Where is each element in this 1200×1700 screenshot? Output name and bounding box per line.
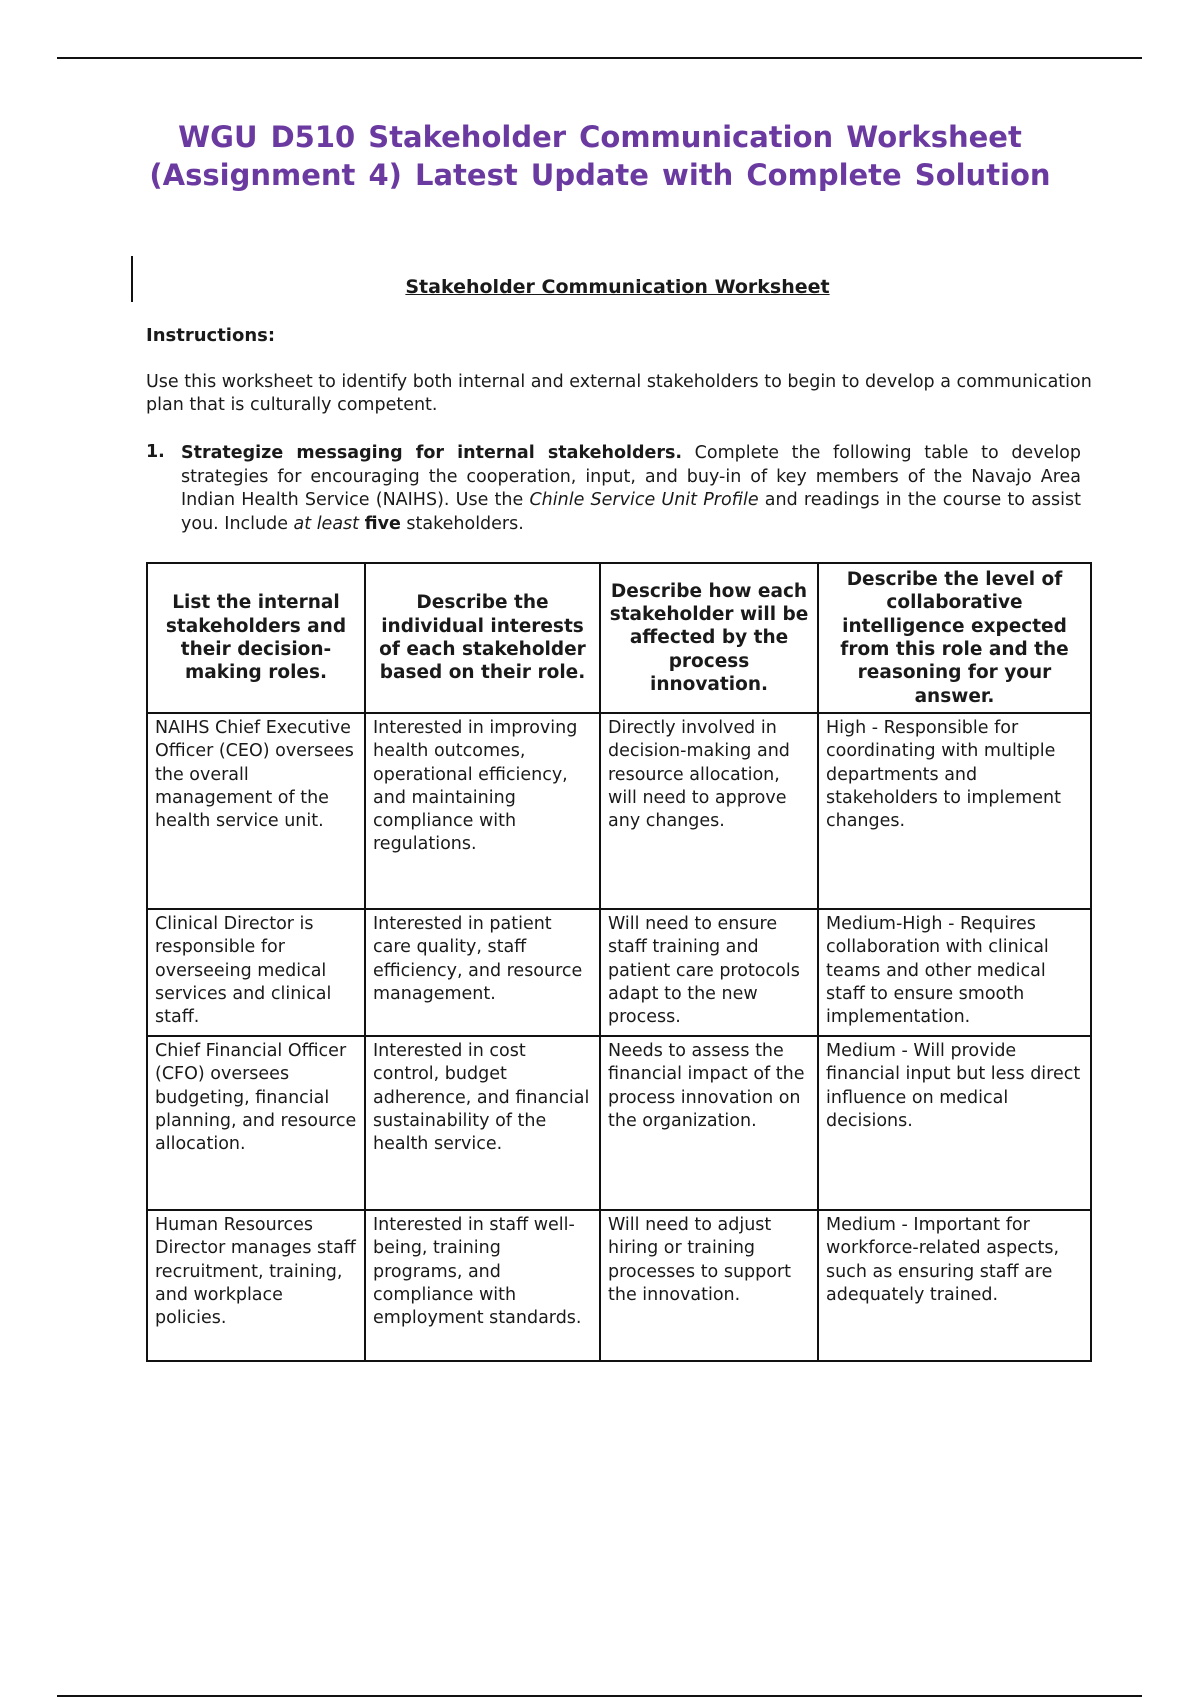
cell-affected: Will need to ensure staff training and patient care protocols adapt to the new process. (600, 909, 818, 1036)
cell-stakeholder: Human Resources Director manages staff recruitment, training, and workplace policies. (147, 1210, 365, 1361)
title-line-1: WGU D510 Stakeholder Communication Worksheet (178, 120, 1022, 154)
cell-collaboration: Medium - Important for workforce-related aspects, such as ensuring staff are adequately trained. (818, 1210, 1091, 1361)
item-1-text-a: Complete the following table to develop strategies for encouraging the cooperation, input, and buy-in of key members of the Navajo Area Indian Health Service (NAIHS). Use the (181, 443, 1081, 510)
cell-collaboration: Medium - Will provide financial input but less direct influence on medical decisions. (818, 1036, 1091, 1210)
item-number: 1. (146, 442, 165, 462)
stakeholder-table (146, 562, 1092, 1362)
header-collaborative-intelligence: Describe the level of collaborative intelligence expected from this role and the reasoning for your answer. (818, 563, 1091, 713)
intro-paragraph: Use this worksheet to identify both internal and external stakeholders to begin to develop a communication plan that is culturally competent. (146, 372, 1092, 415)
cell-stakeholder: NAIHS Chief Executive Officer (CEO) oversees the overall management of the health service unit. (147, 713, 365, 909)
table-row (147, 713, 1091, 909)
cell-stakeholder: Chief Financial Officer (CFO) oversees budgeting, financial planning, and resource allocation. (147, 1036, 365, 1210)
item-1-text-c: stakeholders. (400, 513, 524, 534)
header-affected: Describe how each stakeholder will be affected by the process innovation. (600, 563, 818, 713)
cell-affected: Needs to assess the financial impact of the process innovation on the organization. (600, 1036, 818, 1210)
cell-affected: Directly involved in decision-making and resource allocation, will need to approve any changes. (600, 713, 818, 909)
table-row (147, 1036, 1091, 1210)
item-1-lead: Strategize messaging for internal stakeholders. (181, 443, 683, 463)
bottom-rule (57, 1695, 1142, 1697)
item-1-text-b: and readings in the course to assist you. Include (181, 490, 1081, 534)
title-line-2: (Assignment 4) Latest Update with Complete Solution (149, 158, 1051, 192)
document-title (80, 118, 1120, 194)
cell-collaboration: Medium-High - Requires collaboration with clinical teams and other medical staff to ensure smooth implementation. (818, 909, 1091, 1036)
cell-interests: Interested in cost control, budget adherence, and financial sustainability of the health service. (365, 1036, 600, 1210)
cell-interests: Interested in improving health outcomes, operational efficiency, and maintaining compliance with regulations. (365, 713, 600, 909)
worksheet-heading: Stakeholder Communication Worksheet (405, 276, 830, 298)
table-row (147, 909, 1091, 1036)
cell-affected: Will need to adjust hiring or training processes to support the innovation. (600, 1210, 818, 1361)
cell-interests: Interested in patient care quality, staff efficiency, and resource management. (365, 909, 600, 1036)
table-row (147, 1210, 1091, 1361)
header-stakeholders: List the internal stakeholders and their decision-making roles. (147, 563, 365, 713)
item-1-text (181, 442, 1081, 536)
instructions-label: Instructions: (146, 325, 276, 346)
item-1-profile: Chinle Service Unit Profile (529, 490, 759, 510)
cell-collaboration: High - Responsible for coordinating with multiple departments and stakeholders to implement changes. (818, 713, 1091, 909)
item-1-five: five (364, 513, 401, 534)
top-rule (57, 57, 1142, 59)
cell-interests: Interested in staff well-being, training programs, and compliance with employment standards. (365, 1210, 600, 1361)
header-interests: Describe the individual interests of each stakeholder based on their role. (365, 563, 600, 713)
cell-stakeholder: Clinical Director is responsible for overseeing medical services and clinical staff. (147, 909, 365, 1036)
item-1-at-least: at least (293, 513, 360, 534)
table-header-row (147, 563, 1091, 713)
